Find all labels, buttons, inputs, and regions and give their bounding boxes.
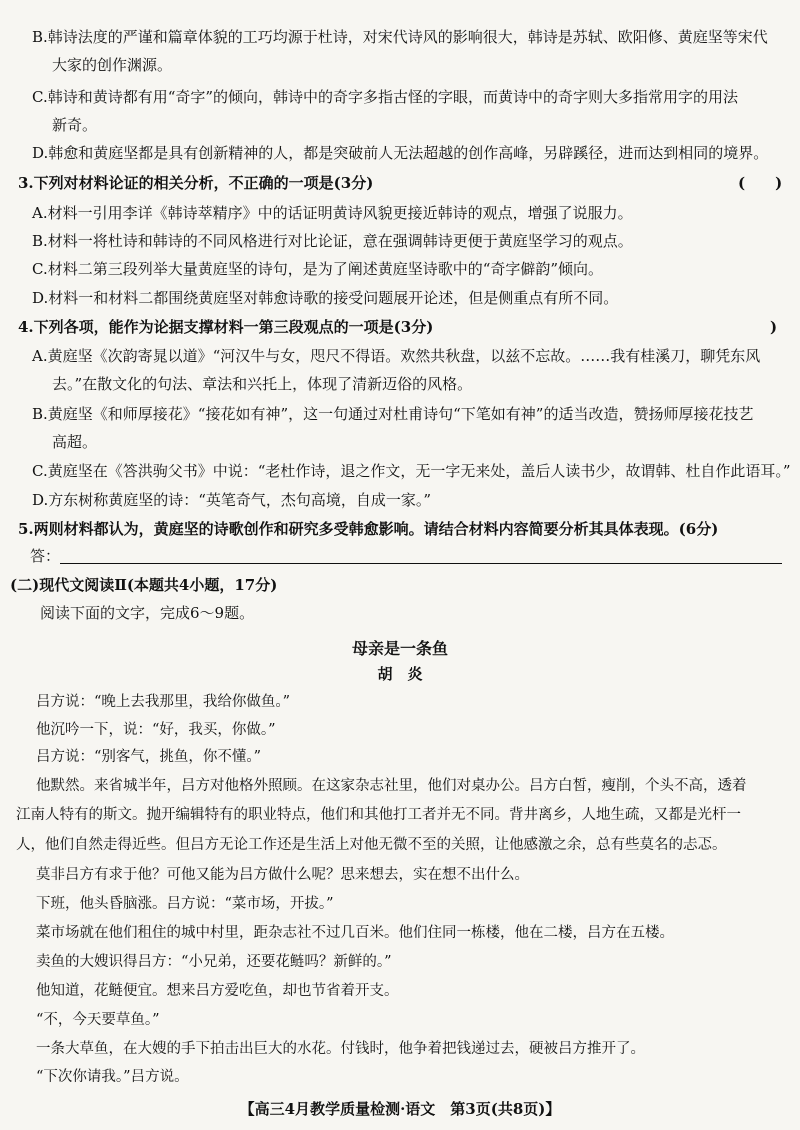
story-author: 胡 炎	[377, 665, 423, 683]
q5-answer-line[interactable]	[60, 563, 782, 564]
q4-answer-paren: )	[770, 318, 778, 336]
page-footer: 【高三4月教学质量检测·语文 第3页(共8页)】	[239, 1100, 561, 1118]
story-paragraph-3: 吕方说：“别客气，挑鱼，你不懂。”	[36, 749, 262, 765]
q3-stem: 3.下列对材料论证的相关分析，不正确的一项是(3分)	[18, 174, 374, 192]
section2-instruction: 阅读下面的文字，完成6～9题。	[40, 604, 255, 622]
q5-answer-label: 答：	[30, 547, 61, 565]
story-paragraph-6: 下班，他头昏脑涨。吕方说：“菜市场，开拔。”	[36, 896, 334, 912]
q3-option-b: B.材料一将杜诗和韩诗的不同风格进行对比论证，意在强调韩诗更便于黄庭坚学习的观点。	[32, 232, 633, 250]
q5-stem: 5.两则材料都认为，黄庭坚的诗歌创作和研究多受韩愈影响。请结合材料内容简要分析其具体表现。(6分)	[18, 520, 719, 538]
q3-answer-paren: ( )	[738, 174, 783, 192]
story-paragraph-1: 吕方说：“晚上去我那里，我给你做鱼。”	[36, 694, 291, 710]
q4-option-b-line1: B.黄庭坚《和师厚接花》“接花如有神”，这一句通过对杜甫诗句“下笔如有神”的适当改造，赞扬师厚接花技艺	[32, 405, 754, 423]
q4-option-c: C.黄庭坚在《答洪驹父书》中说：“老杜作诗，退之作文，无一字无来处，盖后人读书少，故谓韩、杜自作此语耳。”	[32, 462, 791, 480]
story-paragraph-11: 一条大草鱼，在大嫂的手下拍击出巨大的水花。付钱时，他争着把钱递过去，硬被吕方推开了。	[36, 1041, 645, 1057]
story-paragraph-4-line3: 人，他们自然走得近些。但吕方无论工作还是生活上对他无微不至的关照，让他感激之余，总有些莫名的忐忑。	[16, 837, 727, 853]
story-paragraph-4-line1: 他默然。来省城半年，吕方对他格外照顾。在这家杂志社里，他们对桌办公。吕方白皙，瘦削，个头不高，透着	[36, 778, 747, 794]
story-paragraph-2: 他沉吟一下，说：“好，我买，你做。”	[36, 722, 276, 738]
story-paragraph-10: “不，今天要草鱼。”	[36, 1012, 160, 1028]
q4-option-a-line1: A.黄庭坚《次韵寄晁以道》“河汉牛与女，咫尺不得语。欢然共秋盘，以兹不忘故。……我有桂溪刀，聊凭东风	[32, 347, 761, 365]
q3-option-a: A.材料一引用李详《韩诗萃精序》中的话证明黄诗风貌更接近韩诗的观点，增强了说服力。	[32, 204, 633, 222]
q3-option-c: C.材料二第三段列举大量黄庭坚的诗句，是为了阐述黄庭坚诗歌中的“奇字僻韵”倾向。	[32, 260, 604, 278]
story-paragraph-4-line2: 江南人特有的斯文。抛开编辑特有的职业特点，他们和其他打工者并无不同。背井离乡，人地生疏，又都是光杆一	[16, 807, 741, 823]
section2-heading: (二)现代文阅读Ⅱ(本题共4小题，17分)	[10, 576, 278, 594]
q2-option-b-line1: B.韩诗法度的严谨和篇章体貌的工巧均源于杜诗，对宋代诗风的影响很大，韩诗是苏轼、欧阳修、黄庭坚等宋代	[32, 28, 768, 46]
story-paragraph-9: 他知道，花鲢便宜。想来吕方爱吃鱼，却也节省着开支。	[36, 983, 399, 999]
story-title: 母亲是一条鱼	[351, 639, 448, 658]
story-paragraph-8: 卖鱼的大嫂识得吕方：“小兄弟，还要花鲢吗？新鲜的。”	[36, 954, 392, 970]
q2-option-d: D.韩愈和黄庭坚都是具有创新精神的人，都是突破前人无法超越的创作高峰，另辟蹊径，进而达到相同的境界。	[32, 144, 769, 162]
story-paragraph-5: 莫非吕方有求于他？可他又能为吕方做什么呢？思来想去，实在想不出什么。	[36, 867, 529, 883]
q4-option-d: D.方东树称黄庭坚的诗：“英笔奇气，杰句高境，自成一家。”	[32, 491, 432, 509]
q4-option-a-line2: 去。”在散文化的句法、章法和兴托上，体现了清新迈俗的风格。	[52, 375, 473, 393]
q3-option-d: D.材料一和材料二都围绕黄庭坚对韩愈诗歌的接受问题展开论述，但是侧重点有所不同。	[32, 289, 619, 307]
story-paragraph-12: “下次你请我。”吕方说。	[36, 1069, 189, 1085]
q4-stem: 4.下列各项，能作为论据支撑材料一第三段观点的一项是(3分)	[18, 318, 434, 336]
q4-option-b-line2: 高超。	[52, 433, 98, 451]
q2-option-c-line2: 新奇。	[52, 116, 98, 134]
q2-option-c-line1: C.韩诗和黄诗都有用“奇字”的倾向，韩诗中的奇字多指古怪的字眼，而黄诗中的奇字则大多指常用字的用法	[32, 88, 739, 106]
q2-option-b-line2: 大家的创作渊源。	[52, 56, 173, 74]
story-paragraph-7: 菜市场就在他们租住的城中村里，距杂志社不过几百米。他们住同一栋楼，他在二楼，吕方在五楼。	[36, 925, 674, 941]
